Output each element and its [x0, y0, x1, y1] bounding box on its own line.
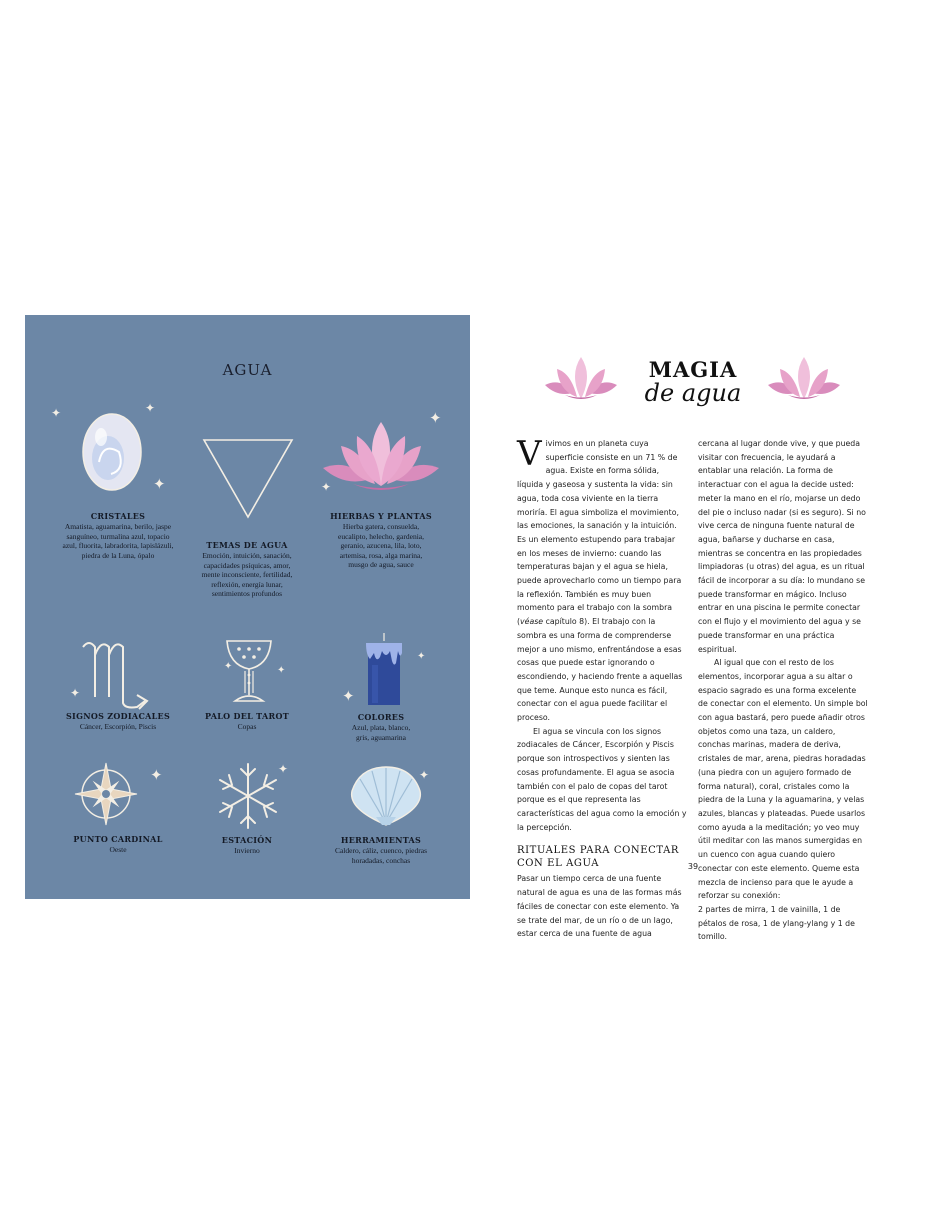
- left-page: [25, 315, 470, 899]
- item-text: Invierno: [234, 846, 260, 855]
- sparkle-icon: ✦: [150, 768, 163, 784]
- section-heading: RITUALES PARA CONECTAR CON EL AGUA: [517, 845, 680, 870]
- right-page: [470, 315, 940, 942]
- paragraph-text: capítulo 8). El trabajo con la sombra es una forma de comprenderse mejor a uno mismo, enfrentándose a esas cosas que puede estar ignorando o escondiendo, y haciendo frente a aquellas que teme. Aunque esto nunca es fácil, conectar con el agua puede facilitar el proceso.: [517, 617, 683, 723]
- sparkle-icon: ✦: [224, 661, 233, 672]
- item-label: ESTACIÓN: [221, 835, 273, 845]
- lotus-flower-icon: [319, 418, 443, 500]
- item-label: PUNTO CARDINAL: [73, 834, 163, 844]
- item-text: Hierba gatera, consuelda, eucalipto, helecho, gardenia, geranio, azucena, lila, loto, artemisa, rosa, alga marina, musgo de agua, sauce: [337, 522, 424, 569]
- sparkle-icon: ✦: [70, 686, 81, 700]
- drop-cap: V: [517, 434, 542, 474]
- item-water-themes: [177, 540, 317, 599]
- item-zodiac-signs: [48, 711, 188, 732]
- item-label: HERRAMIENTAS: [340, 835, 422, 845]
- item-label: COLORES: [357, 712, 405, 722]
- sparkle-icon: ✦: [429, 411, 442, 427]
- paragraph: 2 partes de mirra, 1 de vainilla, 1 de pétalos de rosa, 1 de ylang-ylang y 1 de tomillo.: [698, 904, 855, 942]
- paragraph: [517, 434, 687, 725]
- item-colors: [311, 712, 451, 742]
- item-herbs-plants: [311, 511, 451, 570]
- item-crystals: [48, 511, 188, 560]
- magic-title: MAGIA: [648, 357, 738, 382]
- sparkle-icon: ✦: [321, 480, 332, 494]
- sparkle-icon: ✦: [153, 477, 166, 493]
- paragraph: Pasar un tiempo cerca de una fuente natural de agua es una de las formas más fáciles de conectar con este elemento. Ya se trate del mar, de un río o de un lago, estar cerca de una fuente de agua: [517, 874, 682, 939]
- sparkle-icon: ✦: [278, 762, 289, 776]
- scorpio-symbol-icon: [79, 637, 155, 713]
- chalice-cup-icon: [225, 639, 273, 705]
- item-tarot-suit: [177, 711, 317, 732]
- italic-text: véase: [520, 617, 544, 627]
- seashell-icon: [346, 765, 426, 827]
- paragraph: cercana al lugar donde vive, y que pueda visitar con frecuencia, le ayudará a entablar una relación. La forma de interactuar con el agua la decide usted: meter la mano en el río, mojarse un dedo del pie o incluso nadar (si es seguro). Si no vive cerca de ninguna fuente natural de agua, bañarse y ducharse en casa, mientras se concentra en las propiedades limpiadoras (u otras) del agua, es un ritual fácil de incorporar a su día: lo mundano se puede transformar en mágico. Incluso entrar en una piscina le permite conectar con el flujo y el movimiento del agua y se puede transformar en una práctica espiritual.: [698, 439, 866, 654]
- page-number: 39: [687, 862, 699, 871]
- paragraph-text: ivimos en un planeta cuya superficie consiste en un 71 % de agua. Existe en forma sólida, líquida y gaseosa y sustenta la vida: sin agua, toda cosa viviente en la tierra moriría. El agua simboliza el movimiento, las emociones, la sanación y la intuición. Es un elemento estupendo para trabajar en los meses de invierno: cuando las temperaturas bajan y el agua se hiela, puede aprovecharlo como un tiempo para la reflexión. También es muy buen momento para el trabajo con la sombra (: [517, 439, 682, 627]
- item-label: TEMAS DE AGUA: [206, 540, 288, 550]
- water-triangle-icon: [201, 437, 295, 521]
- sparkle-icon: ✦: [417, 651, 426, 662]
- item-text: Emoción, intuición, sanación, capacidades psíquicas, amor, mente inconsciente, fertilidad, reflexión, energía lunar, sentimientos profundos: [201, 551, 293, 598]
- item-text: Cáncer, Escorpión, Piscis: [79, 722, 157, 731]
- item-text: Oeste: [109, 845, 127, 854]
- sparkle-icon: ✦: [51, 406, 62, 420]
- sparkle-icon: ✦: [419, 768, 430, 782]
- paragraph: El agua se vincula con los signos zodiacales de Cáncer, Escorpión y Piscis porque son introspectivos y sienten las cosas profundamente. El agua se asocia también con el palo de copas del tarot porque es el que representa las características del agua como la emoción y la percepción.: [517, 726, 687, 832]
- item-cardinal-point: [48, 834, 188, 855]
- item-label: SIGNOS ZODIACALES: [65, 711, 171, 721]
- item-text: Azul, plata, blanco, gris, aguamarina: [351, 723, 411, 742]
- sparkle-icon: ✦: [277, 665, 286, 676]
- item-tools: [311, 835, 451, 865]
- page-title: AGUA: [222, 361, 273, 379]
- item-label: CRISTALES: [90, 511, 146, 521]
- item-label: HIERBAS Y PLANTAS: [330, 511, 432, 521]
- sparkle-icon: ✦: [342, 689, 355, 705]
- magic-subtitle: de agua: [644, 379, 742, 407]
- snowflake-icon: [213, 761, 283, 831]
- item-season: [177, 835, 317, 856]
- item-text: Copas: [237, 722, 257, 731]
- item-label: PALO DEL TAROT: [205, 711, 289, 721]
- compass-star-icon: [73, 761, 139, 827]
- paragraph: Al igual que con el resto de los elementos, incorporar agua a su altar o espacio sagrado es una forma excelente de conectar con el elemento. Un simple bol con agua bastará, pero puede añadir otros objetos como una taza, un caldero, conchas marinas, madera de deriva, cristales de mar, arena, piedras horadadas (una piedra con un agujero formado de forma natural), coral, cristales como la piedra de la Luna y la aguamarina, y velas azules, blancas y plateadas. Puede usarlos como ayuda a la meditación; yo veo muy útil meditar con las manos sumergidas en un cuenco con agua cuando quiero conectar con este elemento. Queme esta mezcla de incienso para que le ayude a reforzar su conexión:: [698, 658, 868, 901]
- moonstone-crystal-icon: [81, 412, 143, 492]
- sparkle-icon: ✦: [145, 401, 156, 415]
- item-text: Caldero, cáliz, cuenco, piedras horadadas, conchas: [334, 846, 428, 865]
- blue-candle-icon: [362, 633, 408, 707]
- item-text: Amatista, aguamarina, berilo, jaspe sanguíneo, turmalina azul, topacio azul, fluorita, labradorita, lapislázuli, piedra de la Luna, ópalo: [62, 522, 174, 560]
